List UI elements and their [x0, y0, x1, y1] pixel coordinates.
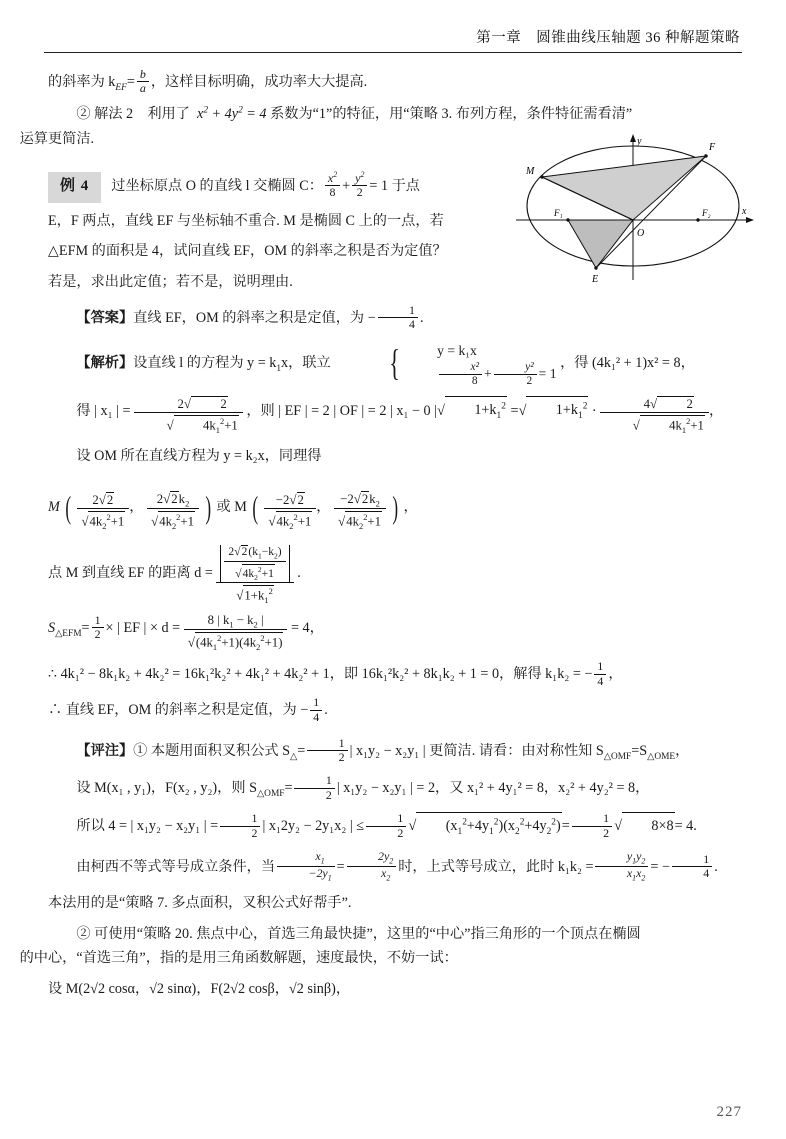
- text-run: 运算更简洁.: [19, 130, 95, 147]
- example-stem-line3: △EFM 的面积是 4，试问直线 EF，OM 的斜率之积是否为定值？: [48, 243, 447, 260]
- text-run: ，这样目标明确，成功率大大提高.: [150, 74, 368, 91]
- fraction-x1-neg2y1: $\frac{x_1}{-2y_1}$: [277, 850, 335, 883]
- fraction-inner-distance: $\frac{2√2(k_1-k_2)}{√4k_2^2+1}$: [224, 545, 285, 582]
- figure-label-x: x: [742, 206, 747, 217]
- text-run: .: [420, 310, 424, 327]
- fraction-4sqrt2-over-sqrt: $\frac{4√ 2}{√ 4k_1^2+1}$: [600, 396, 709, 435]
- fraction-one-fourth-4: $\frac{1}{4}$: [672, 853, 712, 881]
- figure-label-F: F: [709, 142, 716, 153]
- fraction-neg2sqrt2-k2: $\frac{-2√2}{√4k_2^2+1}$: [264, 492, 316, 531]
- text-run: 直线 EF，OM 的斜率之积是定值，为 −: [133, 310, 376, 327]
- fraction-x2-8: $\frac{\text{x²}}{8}$: [439, 361, 482, 388]
- solution-line-8: ∴ 直线 EF，OM 的斜率之积是定值，为 − $\frac{1}{4}$ .: [48, 695, 328, 724]
- text-run: 的斜率为 k: [48, 74, 116, 91]
- example-tag: 例 4: [48, 172, 101, 203]
- remark-line-4: 由柯西不等式等号成立条件，当 $\frac{x_1}{-2y_1}$ = $\frac{2y_2}{x_2}$ 时，上式等号成立，此时 k₁k₂ = $\frac{y_1y_2}{x_1x_2}$ = − $\frac{1}{4}$ .: [76, 848, 718, 883]
- example-stem: 例 4 过坐标原点 O 的直线 l 交椭圆 C： $\frac{x^2}{8}$ + $\frac{y^2}{2}$ = 1 于点: [48, 171, 742, 203]
- remark-line-5: 本法用的是“策略 7. 多点面积，叉积公式好帮手”.: [48, 895, 352, 912]
- figure-label-E: E: [592, 274, 599, 285]
- solution-line-1: 【解析】设直线 l 的方程为 $y = k_1x$，联立 { y = k₁x $\frac{\text{x²}}{8}$ + $\frac{\text{y²}}{2}$ = 1 ，得 (4k₁² + 1)x² = 8，: [48, 340, 742, 388]
- solution-line-4: M ( $\frac{2√2}{√4k_2^2+1}$ ， $\frac{2√2k_2}{√4k_2^2+1}$ ) 或 M ( $\frac{-2√2}{√4k_2^2+1}$ ， $\frac{-2√2k_2}{√4k_2^2+1}$ ) ，: [48, 489, 418, 531]
- fraction-2sqrt2-k2: $\frac{2√2}{√4k_2^2+1}$: [77, 492, 129, 531]
- document-body: [19, 67, 742, 1007]
- fraction-x2-over-8: $\frac{x^2}{8}$: [325, 171, 340, 200]
- fraction-2sqrt2-over-sqrt: $\frac{2√ 2}{√ 4k_1^2+1}$: [134, 396, 243, 435]
- fraction-y1y2-x1x2: $\frac{y_1y_2}{x_1x_2}$: [595, 850, 648, 883]
- solution-line-5: 点 M 到直线 EF 的距离 d = $\frac{\frac{2√2(k_1-k_2)}{√4k_2^2+1}}{√1+k_1^2}$ .: [48, 545, 301, 605]
- text-run: 过坐标原点 O 的直线 l 交椭圆 C：: [111, 178, 323, 195]
- figure-label-F2: F₂: [702, 208, 711, 218]
- fraction-y2-2: $\frac{\text{y²}}{2}$: [494, 361, 537, 388]
- text-run: = 1 于点: [369, 178, 420, 195]
- solution-line-2: 得 | x₁ | = $\frac{2√ 2}{√ 4k_1^2+1}$ ，则 | EF | = 2 | OF | = 2 | x₁ − 0 |√ $1+k_1^2$ =√ $1+k_1^2$ · $\frac{4√ 2}{√ 4k_1^2+1}$ ，: [76, 395, 724, 435]
- figure-label-M: M: [526, 166, 535, 177]
- text-run: 得 | x₁ | =: [76, 402, 131, 419]
- answer-label: 【答案】: [76, 310, 134, 327]
- solution-line-6: $S_{\triangle EFM}=$ $\frac{1}{2}$ × | EF | × d = $\frac{8 | k_1 - k_2 |}{√(4k_1^2+1)(4k_2^2+1)}$ = 4，: [48, 612, 324, 653]
- fraction-b-over-a: $\frac{b}{a}$: [137, 68, 149, 96]
- text-run: 设直线 l 的方程为 y = k: [133, 354, 277, 371]
- text-run: =: [126, 74, 135, 91]
- solution-line-7: ∴ 4k₁² − 8k₁k₂ + 4k₂² = 16k₁²k₂² + 4k₁² + 4k₂² + 1，即 16k₁²k₂² + 8k₁k₂ + 1 = 0，解得 k₁k₂ = − $\frac{1}{4}$ ，: [48, 659, 623, 688]
- paragraph-method2: [19, 102, 742, 151]
- fraction-one-fourth-3: $\frac{1}{4}$: [310, 696, 322, 724]
- text-run: ，则 | EF | = 2 | OF | = 2 | x₁ − 0 |: [246, 402, 437, 419]
- fraction-neg2sqrt2k2-k2: $\frac{-2√2k_2}{√4k_2^2+1}$: [334, 491, 386, 532]
- text-run: ，得 (4k₁² + 1)x² = 8，: [560, 354, 695, 371]
- fraction-y2-over-2: $\frac{y^2}{2}$: [352, 171, 367, 200]
- fraction-area-expr: $\frac{8 | k_1 - k_2 |}{√(4k_1^2+1)(4k_2^2+1)}$: [184, 613, 288, 653]
- figure-label-O: O: [637, 228, 645, 239]
- paragraph-slope: [48, 68, 742, 96]
- fraction-half-6: $\frac{1}{2}$: [572, 812, 612, 840]
- remark-line-7: 设 M(2√2 cosα，√2 sinα)，F(2√2 cosβ，√2 sinβ)，: [48, 980, 351, 997]
- example-stem-line4: 若是，求出此定值；若不是，说明理由.: [48, 273, 293, 290]
- equation-system: { y = k₁x $\frac{\text{x²}}{8}$ + $\frac{\text{y²}}{2}$ = 1: [388, 342, 557, 387]
- remark-line-3: 所以 4 = | x₁y₂ − x₂y₁ | = $\frac{1}{2}$ | x₁2y₂ − 2y₁x₂ | ≤ $\frac{1}{2}$ √ $(x_1^2+4y_1^2)(x_2^2+4y_2^2)=$ $\frac{1}{2}$ √ 8×8= 4.: [48, 812, 742, 842]
- fraction-one-fourth: $\frac{1}{4}$: [378, 304, 418, 332]
- solution-label: 【解析】: [76, 354, 134, 371]
- text-run: ·: [591, 402, 597, 419]
- fraction-half-2: $\frac{1}{2}$: [307, 737, 347, 765]
- solution-line-3: 设 OM 所在直线方程为 y = k₂x，同理得: [76, 447, 322, 464]
- remark-line-1: 【评注】① 本题用面积叉积公式 $S_\triangle=$ $\frac{1}{2}$ | x₁y₂ − x₂y₁ | 更简洁. 请看：由对称性知 $S_{\triangle OMF}=S_{\triangle OME}$，: [76, 735, 690, 764]
- fraction-half-4: $\frac{1}{2}$: [220, 812, 260, 840]
- page-number: 227: [716, 1104, 742, 1120]
- example-stem-line2: E，F 两点，直线 EF 与坐标轴不重合. M 是椭圆 C 上的一点，若: [48, 212, 444, 229]
- answer-block: [48, 304, 742, 332]
- expression-ellipse-coeff: $x^2 + 4y^2 = 4$: [193, 105, 271, 123]
- fraction-half: $\frac{1}{2}$: [92, 614, 104, 642]
- fraction-half-5: $\frac{1}{2}$: [366, 812, 406, 840]
- fraction-half-3: $\frac{1}{2}$: [294, 774, 334, 802]
- figure-label-F1: F₁: [554, 208, 563, 218]
- text-run: ② 解法 2 利用了: [76, 106, 190, 123]
- remark-label: 【评注】: [76, 742, 134, 759]
- text-run: 系数为“1”的特征，用“策略 3. 布列方程，条件特征需看清”: [270, 106, 633, 123]
- fraction-2sqrt2k2-k2: $\frac{2√2k_2}{√4k_2^2+1}$: [147, 491, 199, 532]
- fraction-one-fourth-2: $\frac{1}{4}$: [594, 660, 606, 688]
- text-run: =: [510, 402, 519, 419]
- figure-label-y: y: [637, 136, 642, 147]
- header-rule: [44, 52, 742, 53]
- page-header: 第一章 圆锥曲线压轴题 36 种解题策略: [476, 30, 740, 46]
- fraction-distance: $\frac{\frac{2√2(k_1-k_2)}{√4k_2^2+1}}{√1+k_1^2}$: [216, 545, 293, 605]
- text-run: x，联立: [281, 354, 331, 371]
- fraction-2y2-x2: $\frac{2y_2}{x_2}$: [347, 850, 397, 883]
- remark-line-6: ② 可使用“策略 20. 焦点中心，首选三角最快捷”，这里的“中心”指三角形的一个顶点在椭圆 的中心，“首选三角”，指的是用三角函数解题，速度最快，不妨一试：: [19, 925, 641, 967]
- remark-line-2: 设 M(x₁ , y₁)，F(x₂ , y₂)，则 $S_{\triangle OMF}=$ $\frac{1}{2}$ | x₁y₂ − x₂y₁ | = 2，又 x₁² + 4y₁² = 8，x₂² + 4y₂² = 8，: [76, 773, 650, 802]
- text-run: EF: [115, 82, 127, 93]
